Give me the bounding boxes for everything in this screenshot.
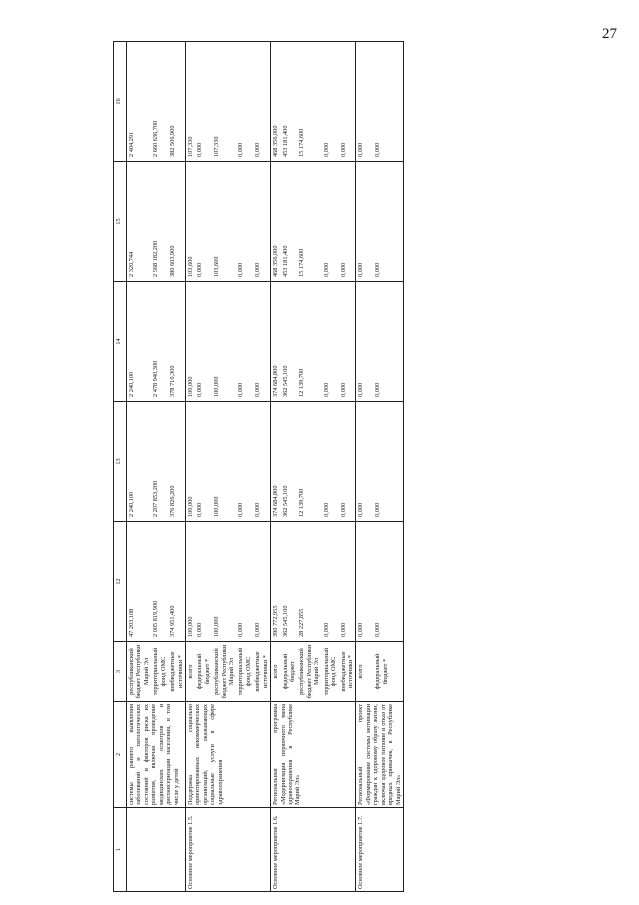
- amount-cell: 107,330: [185, 42, 195, 162]
- amount-cell: 0,000: [339, 402, 356, 522]
- amount-cell: 362 545,100: [281, 402, 298, 522]
- amount-cell: 0,000: [236, 42, 253, 162]
- amount-cell: 2 240,100: [127, 402, 152, 522]
- amount-cell: 0,000: [373, 282, 403, 402]
- measure-code-cell: Основное мероприятие 1.7.: [356, 808, 404, 892]
- amount-cell: 380 603,900: [168, 162, 185, 282]
- amount-cell: 2 478 940,300: [151, 282, 168, 402]
- amount-cell: 0,000: [356, 42, 373, 162]
- amount-cell: 0,000: [322, 522, 339, 642]
- measure-code-cell: Основное мероприятие 1.6.: [271, 808, 356, 892]
- amount-cell: 28 227,855: [297, 522, 321, 642]
- amount-cell: 0,000: [373, 522, 403, 642]
- column-header: 12: [114, 522, 127, 642]
- table-row: [185, 42, 195, 892]
- border-cell: [403, 282, 404, 402]
- amount-cell: 15 174,600: [297, 42, 321, 162]
- amount-cell: 0,000: [339, 282, 356, 402]
- amount-cell: 0,000: [236, 522, 253, 642]
- measure-name-cell: системы раннего выявления заболеваний и патологических состояний и факторов риска их развития, включая проведение медицинских осмотров и диспансеризации населения, в том числе у детей: [127, 702, 186, 808]
- amount-cell: 100,000: [185, 522, 195, 642]
- amount-cell: 2 207 853,200: [151, 402, 168, 522]
- amount-cell: 2 240,100: [127, 282, 152, 402]
- amount-cell: 378 710,300: [168, 282, 185, 402]
- amount-cell: 0,000: [236, 282, 253, 402]
- border-cell: [403, 522, 404, 642]
- funding-source-cell: территориальный фонд ОМС: [322, 642, 339, 702]
- amount-cell: 2 404,291: [127, 42, 152, 162]
- funding-source-cell: всего: [185, 642, 195, 702]
- amount-cell: 0,000: [339, 162, 356, 282]
- border-cell: [403, 702, 404, 808]
- table-header-row: [114, 42, 127, 892]
- amount-cell: 0,000: [253, 522, 270, 642]
- measure-name-cell: Поддержка социально ориентированных некоммерческих организаций, оказывающих социальные услуги в сфере здравоохранения: [185, 702, 270, 808]
- amount-cell: 0,000: [253, 282, 270, 402]
- amount-cell: 374 684,800: [271, 402, 281, 522]
- amount-cell: 100,000: [212, 402, 236, 522]
- column-header: 14: [114, 282, 127, 402]
- table-bottom-border: [403, 42, 404, 892]
- table-row: [127, 42, 152, 892]
- amount-cell: 0,000: [253, 162, 270, 282]
- amount-cell: 376 826,200: [168, 402, 185, 522]
- amount-cell: 107,330: [212, 42, 236, 162]
- amount-cell: 0,000: [322, 402, 339, 522]
- budget-table: [113, 41, 404, 892]
- border-cell: [403, 402, 404, 522]
- table-body: [127, 42, 404, 892]
- funding-source-cell: внебюджетные источники *: [253, 642, 270, 702]
- measure-code-cell: Основное мероприятие 1.5.: [185, 808, 270, 892]
- amount-cell: 453 181,400: [281, 162, 298, 282]
- funding-source-cell: республиканский бюджет Республики Марий Эл: [212, 642, 236, 702]
- column-header: 1: [114, 808, 127, 892]
- amount-cell: 0,000: [356, 402, 373, 522]
- amount-cell: 0,000: [339, 522, 356, 642]
- amount-cell: 374 951,400: [168, 522, 185, 642]
- column-header: 13: [114, 402, 127, 522]
- amount-cell: 47 203,108: [127, 522, 152, 642]
- funding-source-cell: федеральный бюджет *: [373, 642, 403, 702]
- funding-source-cell: всего: [271, 642, 281, 702]
- amount-cell: 362 545,100: [281, 522, 298, 642]
- rotated-table-container: [113, 42, 633, 892]
- amount-cell: 100,000: [212, 282, 236, 402]
- amount-cell: 0,000: [339, 42, 356, 162]
- amount-cell: 0,000: [322, 162, 339, 282]
- measure-name-cell: Региональный проект «Формирование системы мотивации граждан к здоровому образу жизни, включая здоровое питание и отказ от вредных привычек, в Республике Марий Эл»: [356, 702, 404, 808]
- amount-cell: 100,000: [185, 282, 195, 402]
- funding-source-cell: всего: [356, 642, 373, 702]
- amount-cell: 0,000: [356, 522, 373, 642]
- border-cell: [403, 42, 404, 162]
- amount-cell: 468 356,000: [271, 42, 281, 162]
- table-row: [356, 42, 373, 892]
- border-cell: [403, 162, 404, 282]
- amount-cell: 103,600: [212, 162, 236, 282]
- amount-cell: 15 174,600: [297, 162, 321, 282]
- amount-cell: 2 568 182,200: [151, 162, 168, 282]
- column-header: 16: [114, 42, 127, 162]
- measure-code-cell: [127, 808, 186, 892]
- amount-cell: 390 772,955: [271, 522, 281, 642]
- funding-source-cell: внебюджетные источники *: [339, 642, 356, 702]
- amount-cell: 0,000: [356, 282, 373, 402]
- column-header: 3: [114, 642, 127, 702]
- amount-cell: 362 545,100: [281, 282, 298, 402]
- border-cell: [403, 642, 404, 702]
- amount-cell: 2 320,744: [127, 162, 152, 282]
- page-number: 27: [602, 26, 617, 42]
- amount-cell: 2 005 819,900: [151, 522, 168, 642]
- amount-cell: 374 684,800: [271, 282, 281, 402]
- amount-cell: 2 660 636,700: [151, 42, 168, 162]
- amount-cell: 0,000: [373, 162, 403, 282]
- amount-cell: 0,000: [322, 42, 339, 162]
- amount-cell: 0,000: [195, 162, 212, 282]
- amount-cell: 100,000: [185, 402, 195, 522]
- amount-cell: 468 356,000: [271, 162, 281, 282]
- amount-cell: 382 506,900: [168, 42, 185, 162]
- amount-cell: 0,000: [236, 402, 253, 522]
- amount-cell: 103,600: [185, 162, 195, 282]
- amount-cell: 0,000: [195, 522, 212, 642]
- amount-cell: 0,000: [195, 42, 212, 162]
- amount-cell: 0,000: [236, 162, 253, 282]
- amount-cell: 0,000: [253, 402, 270, 522]
- amount-cell: 0,000: [356, 162, 373, 282]
- amount-cell: 0,000: [253, 42, 270, 162]
- border-cell: [403, 808, 404, 892]
- amount-cell: 0,000: [322, 282, 339, 402]
- amount-cell: 453 181,400: [281, 42, 298, 162]
- measure-name-cell: Региональная программа «Модернизация первичного звена здравоохранения в Республике Марий Эл»: [271, 702, 356, 808]
- funding-source-cell: республиканский бюджет Республики Марий Эл: [297, 642, 321, 702]
- column-header: 15: [114, 162, 127, 282]
- amount-cell: 0,000: [373, 42, 403, 162]
- amount-cell: 0,000: [195, 402, 212, 522]
- funding-source-cell: внебюджетные источники *: [168, 642, 185, 702]
- column-header: 2: [114, 702, 127, 808]
- amount-cell: 12 139,700: [297, 402, 321, 522]
- amount-cell: 0,000: [373, 402, 403, 522]
- amount-cell: 12 139,700: [297, 282, 321, 402]
- funding-source-cell: территориальный фонд ОМС: [236, 642, 253, 702]
- funding-source-cell: территориальный фонд ОМС: [151, 642, 168, 702]
- funding-source-cell: федеральный бюджет *: [195, 642, 212, 702]
- amount-cell: 0,000: [195, 282, 212, 402]
- funding-source-cell: федеральный бюджет: [281, 642, 298, 702]
- funding-source-cell: республиканский бюджет Республики Марий Эл: [127, 642, 152, 702]
- table-row: [271, 42, 281, 892]
- amount-cell: 100,000: [212, 522, 236, 642]
